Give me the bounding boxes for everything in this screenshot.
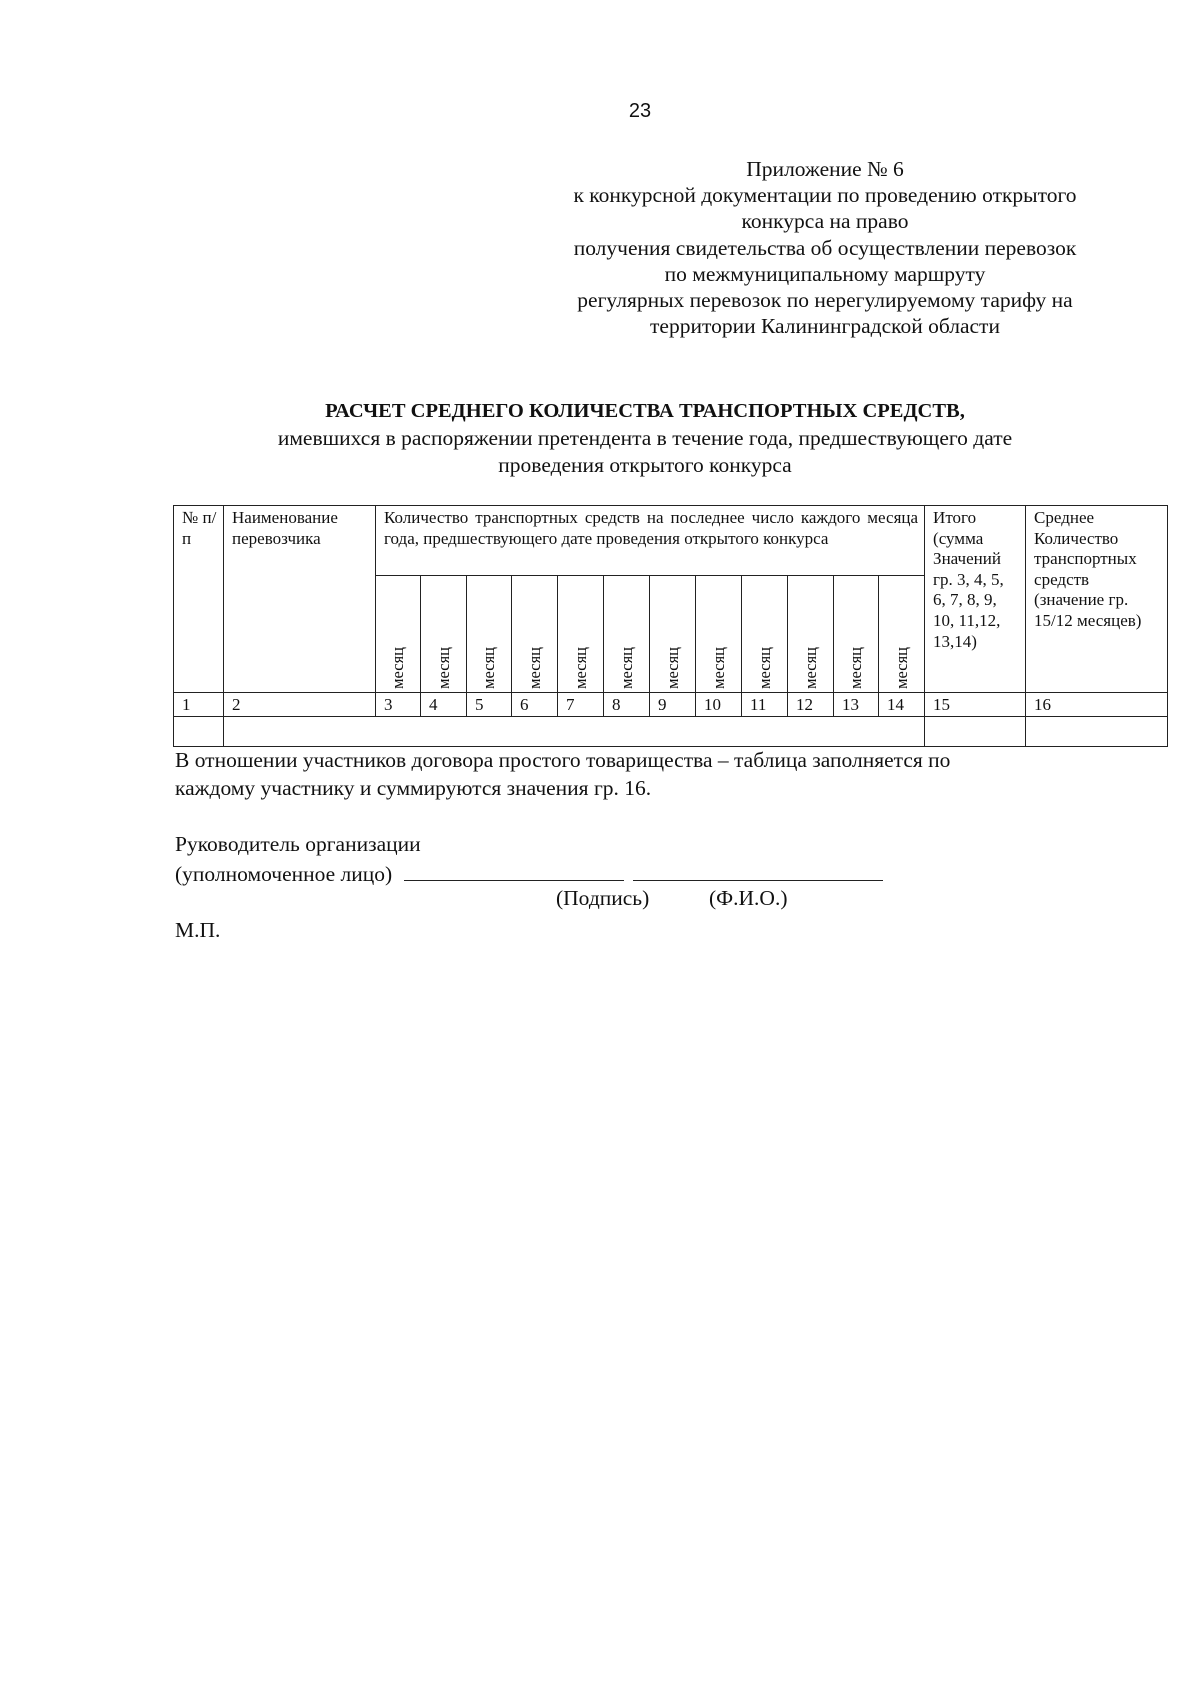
signer-role-label: (уполномоченное лицо) <box>175 862 393 886</box>
header-carrier: Наименование перевозчика <box>224 506 376 693</box>
month-header <box>696 576 742 693</box>
column-number: 15 <box>925 693 1026 717</box>
column-number: 2 <box>224 693 376 717</box>
column-number: 14 <box>879 693 925 717</box>
annex-line: по межмуниципальному маршруту <box>664 261 986 286</box>
header-vehicle-count: Количество транспортных средств на последнее число каждого месяца года, предшествующего дате проведения открытого конкурса <box>376 506 925 576</box>
title-line: имевшихся в распоряжении претендента в течение года, предшествующего дате <box>277 426 1013 450</box>
stamp-mark: М.П. <box>175 918 221 942</box>
month-header <box>558 576 604 693</box>
signer-title: Руководитель организации <box>175 832 421 856</box>
column-number: 13 <box>834 693 879 717</box>
annex-line: конкурса на право <box>741 209 909 234</box>
month-label: месяц <box>708 647 728 689</box>
month-label: месяц <box>388 647 407 689</box>
month-label: месяц <box>891 647 911 689</box>
signature-line <box>404 858 624 881</box>
page-number: 23 <box>628 100 652 122</box>
month-header <box>421 576 467 693</box>
title-heading: РАСЧЕТ СРЕДНЕГО КОЛИЧЕСТВА ТРАНСПОРТНЫХ СРЕДСТВ, <box>325 400 965 422</box>
month-header <box>788 576 834 693</box>
month-header <box>512 576 558 693</box>
column-number: 6 <box>512 693 558 717</box>
month-header <box>834 576 879 693</box>
month-label: месяц <box>662 647 682 689</box>
column-number: 5 <box>467 693 512 717</box>
empty-cell <box>174 717 224 747</box>
annex-header <box>530 156 1120 339</box>
signature-block <box>175 830 975 888</box>
month-header <box>467 576 512 693</box>
title-line: проведения открытого конкурса <box>498 453 792 477</box>
column-number: 16 <box>1026 693 1168 717</box>
column-number: 3 <box>376 693 421 717</box>
month-label: месяц <box>479 647 498 689</box>
table-header-row <box>174 506 1168 576</box>
month-label: месяц <box>524 647 544 689</box>
vehicle-count-table <box>173 505 1168 747</box>
column-number: 10 <box>696 693 742 717</box>
annex-line: территории Калининградской области <box>650 314 1000 339</box>
document-title <box>0 398 1200 479</box>
annex-line: Приложение № 6 <box>746 157 904 181</box>
header-total: Итого (сумма Значений гр. 3, 4, 5, 6, 7, 8, 9, 10, 11,12, 13,14) <box>925 506 1026 693</box>
month-label: месяц <box>433 647 453 689</box>
table-row <box>174 717 1168 747</box>
column-number: 1 <box>174 693 224 717</box>
month-label: месяц <box>616 647 636 689</box>
month-label: месяц <box>754 647 774 689</box>
month-header <box>604 576 650 693</box>
column-number: 7 <box>558 693 604 717</box>
month-header <box>879 576 925 693</box>
note-line: В отношении участников договора простого товарищества – таблица заполняется по <box>175 748 951 772</box>
column-number: 4 <box>421 693 467 717</box>
empty-cell <box>925 717 1026 747</box>
month-header <box>376 576 421 693</box>
column-number-row <box>174 693 1168 717</box>
column-number: 9 <box>650 693 696 717</box>
empty-cell <box>1026 717 1168 747</box>
month-label: месяц <box>846 647 865 689</box>
annex-line: регулярных перевозок по нерегулируемому тарифу на <box>577 288 1073 313</box>
month-header <box>650 576 696 693</box>
header-num: № п/п <box>174 506 224 693</box>
month-label: месяц <box>570 647 590 689</box>
column-number: 8 <box>604 693 650 717</box>
header-average: Среднее Количество транспортных средств (значение гр. 15/12 месяцев) <box>1026 506 1168 693</box>
month-header <box>742 576 788 693</box>
signer-role <box>175 858 975 888</box>
month-label: месяц <box>800 647 820 689</box>
signature-caption: (Подпись) <box>556 886 650 910</box>
column-number: 12 <box>788 693 834 717</box>
name-line <box>633 858 883 881</box>
table-note <box>175 746 1135 802</box>
annex-line: к конкурсной документации по проведению открытого <box>573 183 1077 208</box>
name-caption: (Ф.И.О.) <box>709 886 788 910</box>
empty-cell <box>224 717 925 747</box>
column-number: 11 <box>742 693 788 717</box>
note-line: каждому участнику и суммируются значения гр. 16. <box>175 776 652 800</box>
annex-line: получения свидетельства об осуществлении перевозок <box>573 235 1077 260</box>
